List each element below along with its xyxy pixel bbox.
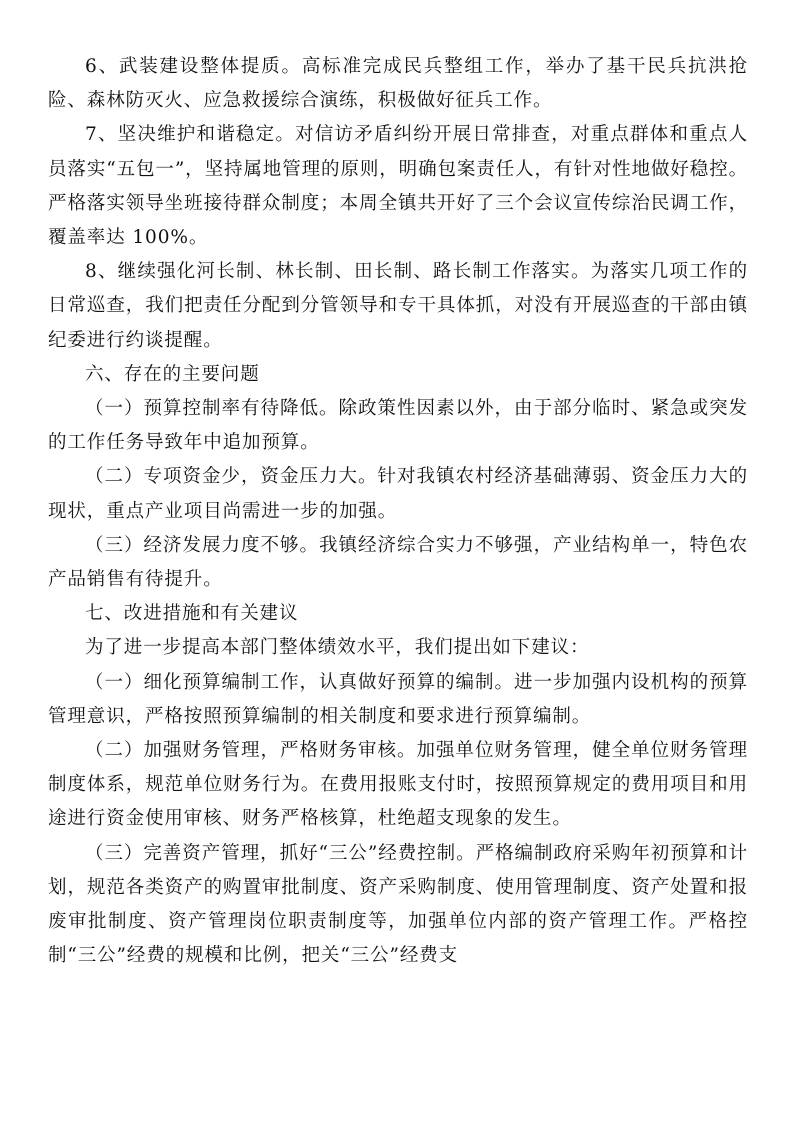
paragraph-suggestion-finance: （二）加强财务管理，严格财务审核。加强单位财务管理，健全单位财务管理制度体系，规范单位财务行为。在费用报账支付时，按照预算规定的费用项目和用途进行资金使用审核、财务严格核算，杜绝超支现象的发生。: [48, 740, 748, 830]
paragraph-chief-system: 8、继续强化河长制、林长制、田长制、路长制工作落实。为落实几项工作的日常巡查，我们把责任分配到分管领导和专干具体抓，对没有开展巡查的干部由镇纪委进行约谈提醒。: [48, 261, 748, 351]
paragraph-stability: 7、坚决维护和谐稳定。对信访矛盾纠纷开展日常排查，对重点群体和重点人员落实“五包一”，坚持属地管理的原则，明确包案责任人，有针对性地做好稳控。严格落实领导坐班接待群众制度；本周全镇共开好了三个会议宣传综治民调工作，覆盖率达 100%。: [48, 124, 748, 249]
paragraph-suggestions-intro: 为了进一步提高本部门整体绩效水平，我们提出如下建议：: [85, 637, 590, 659]
section-heading-problems: 六、存在的主要问题: [85, 363, 260, 385]
section-heading-suggestions: 七、改进措施和有关建议: [85, 603, 299, 625]
document-page: [48, 50, 748, 973]
paragraph-militia-building: 6、武装建设整体提质。高标准完成民兵整组工作，举办了基干民兵抗洪抢险、森林防灭火、应急救援综合演练，积极做好征兵工作。: [48, 56, 748, 112]
paragraph-suggestion-budget: （一）细化预算编制工作，认真做好预算的编制。进一步加强内设机构的预算管理意识，严格按照预算编制的相关制度和要求进行预算编制。: [48, 671, 748, 727]
paragraph-problem-funds: （二）专项资金少，资金压力大。针对我镇农村经济基础薄弱、资金压力大的现状，重点产业项目尚需进一步的加强。: [48, 466, 748, 522]
paragraph-problem-budget: （一）预算控制率有待降低。除政策性因素以外，由于部分临时、紧急或突发的工作任务导致年中追加预算。: [48, 398, 748, 454]
paragraph-problem-economy: （三）经济发展力度不够。我镇经济综合实力不够强，产业结构单一，特色农产品销售有待提升。: [48, 534, 748, 591]
paragraph-suggestion-assets: （三）完善资产管理，抓好“三公”经费控制。严格编制政府采购年初预算和计划，规范各类资产的购置审批制度、资产采购制度、使用管理制度、资产处置和报废审批制度、资产管理岗位职责制度等，加强单位内部的资产管理工作。严格控制“三公”经费的规模和比例，把关“三公”经费支: [48, 842, 748, 967]
